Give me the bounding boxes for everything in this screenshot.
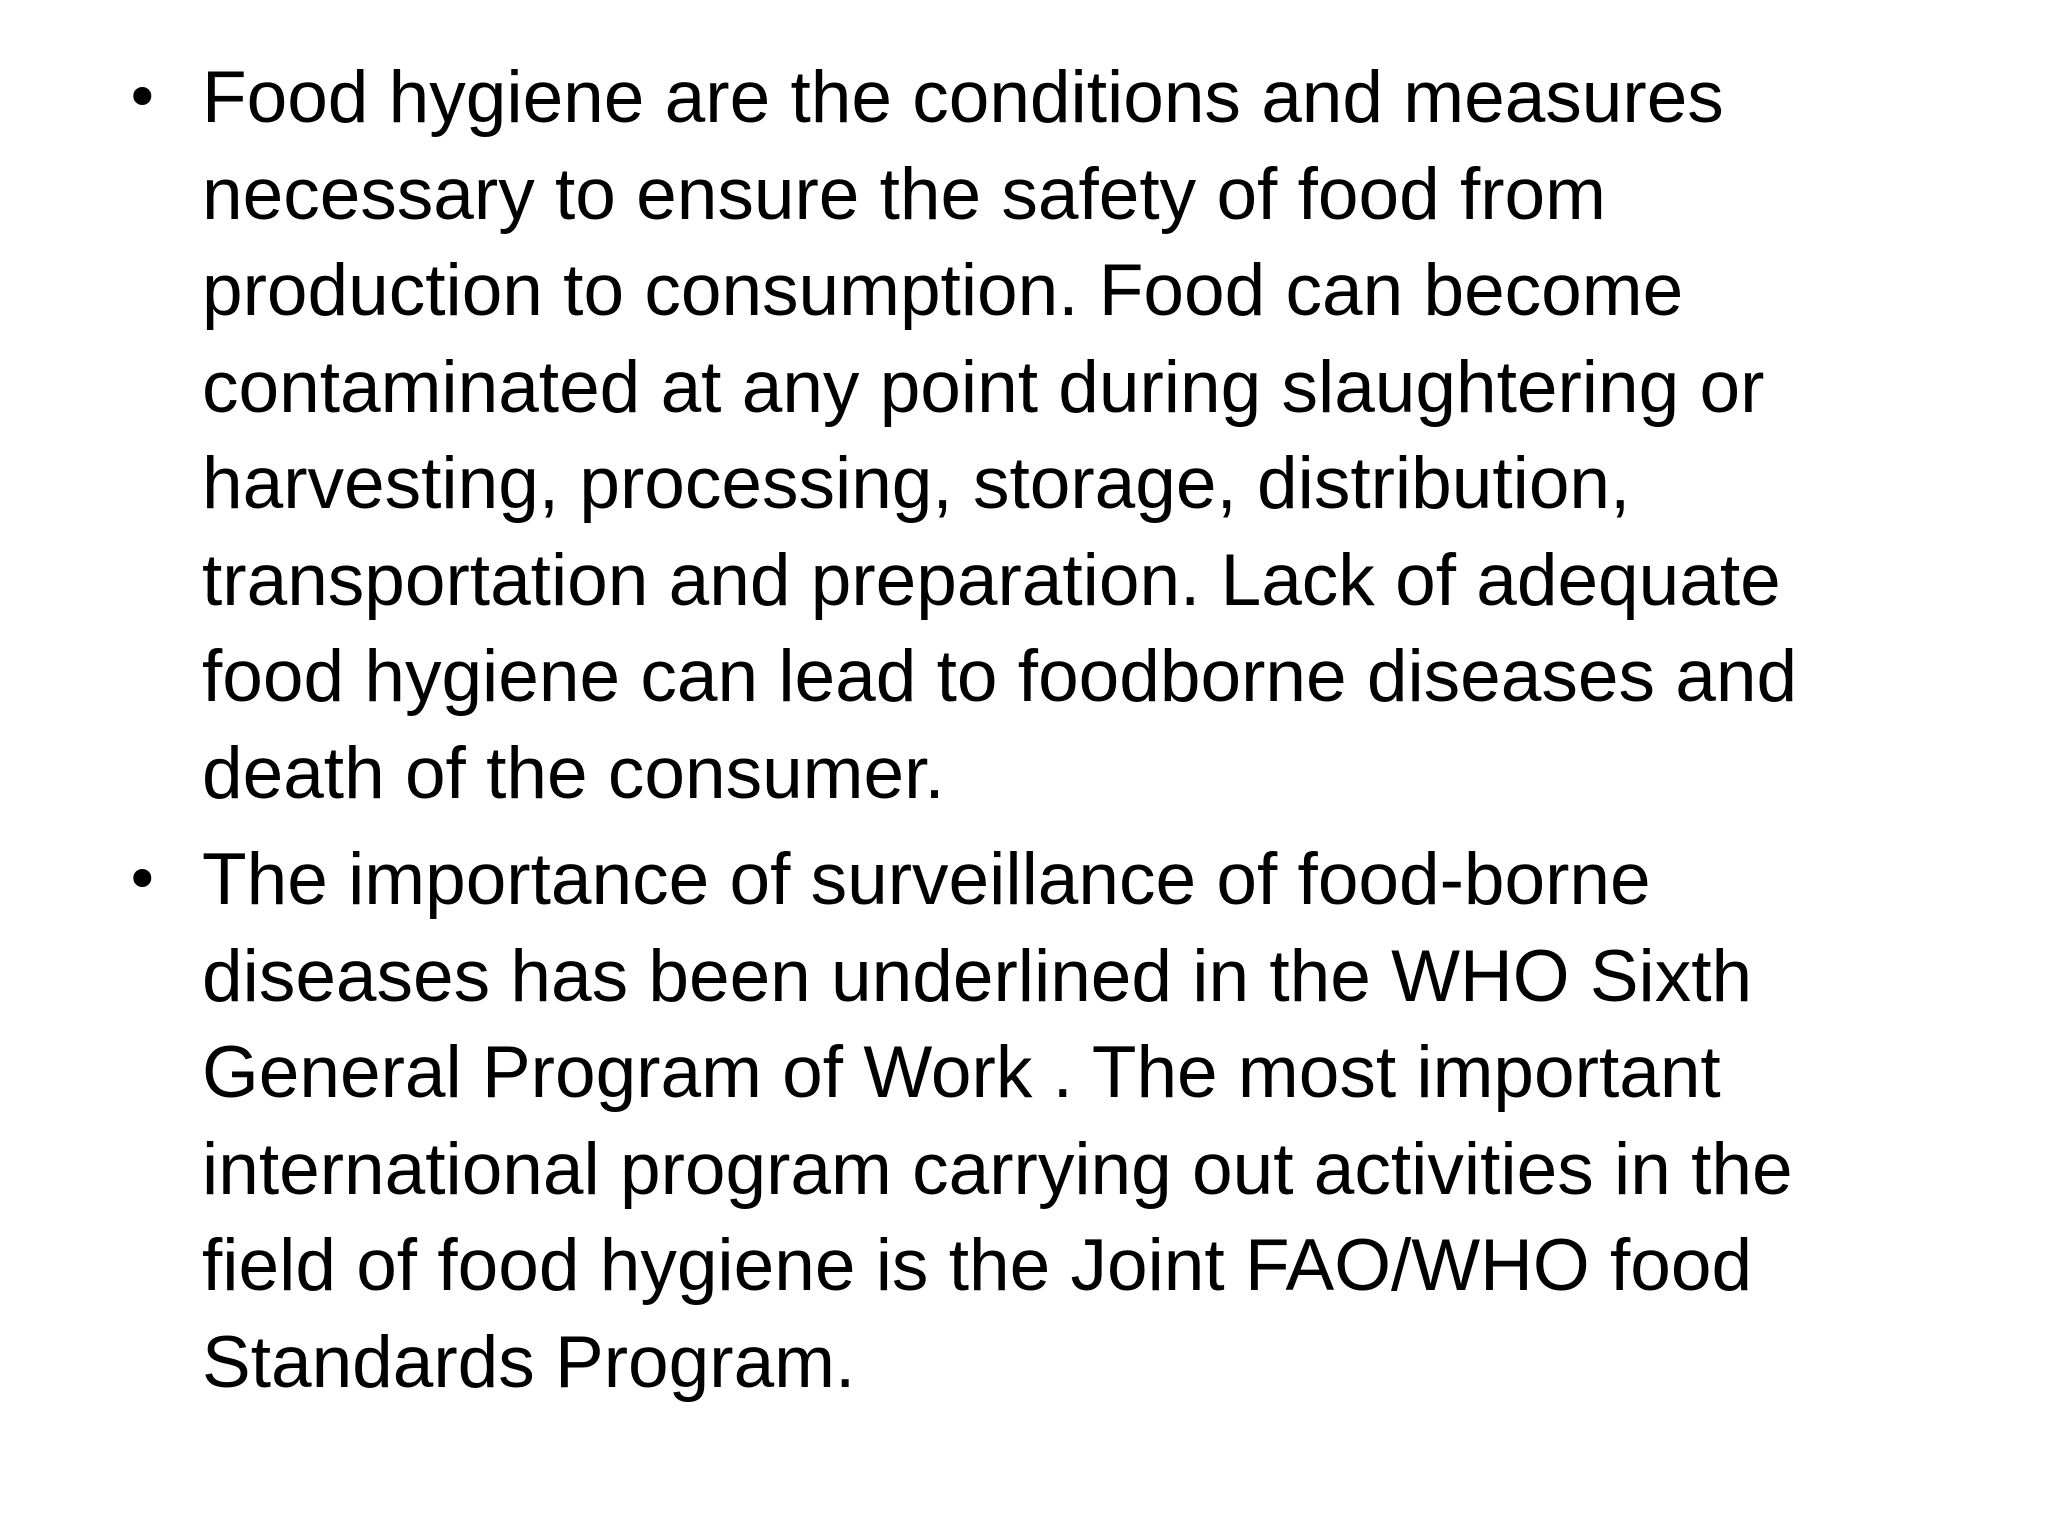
bullet-item-1 <box>124 50 1864 822</box>
text-line: food hygiene can lead to foodborne diseases and <box>202 636 1798 717</box>
text-line: The importance of surveillance of food-borne <box>202 839 1651 920</box>
text-line: international program carrying out activities in the <box>202 1128 1793 1210</box>
text-line: contaminated at any point during slaughtering or <box>202 346 1765 428</box>
text-line: Food hygiene are the conditions and measures <box>202 57 1724 138</box>
text-line: death of the consumer. <box>202 732 945 814</box>
bullet-icon: • <box>124 843 161 916</box>
text-line: General Program of Work . The most important <box>202 1032 1721 1113</box>
text-line: necessary to ensure the safety of food from <box>202 153 1606 235</box>
text-line: harvesting, processing, storage, distribution, <box>202 443 1631 524</box>
text-line: field of food hygiene is the Joint FAO/WHO food <box>202 1225 1753 1306</box>
bullet-item-2 <box>124 832 1864 1411</box>
bullet-text <box>202 50 1864 822</box>
text-line: production to consumption. Food can become <box>202 250 1684 331</box>
bullet-text <box>202 832 1864 1411</box>
text-line: diseases has been underlined in the WHO Sixth <box>202 935 1753 1017</box>
bullet-icon: • <box>124 61 161 134</box>
text-line: transportation and preparation. Lack of adequate <box>202 539 1781 621</box>
bullet-list <box>124 50 1864 1421</box>
text-line: Standards Program. <box>202 1321 856 1403</box>
